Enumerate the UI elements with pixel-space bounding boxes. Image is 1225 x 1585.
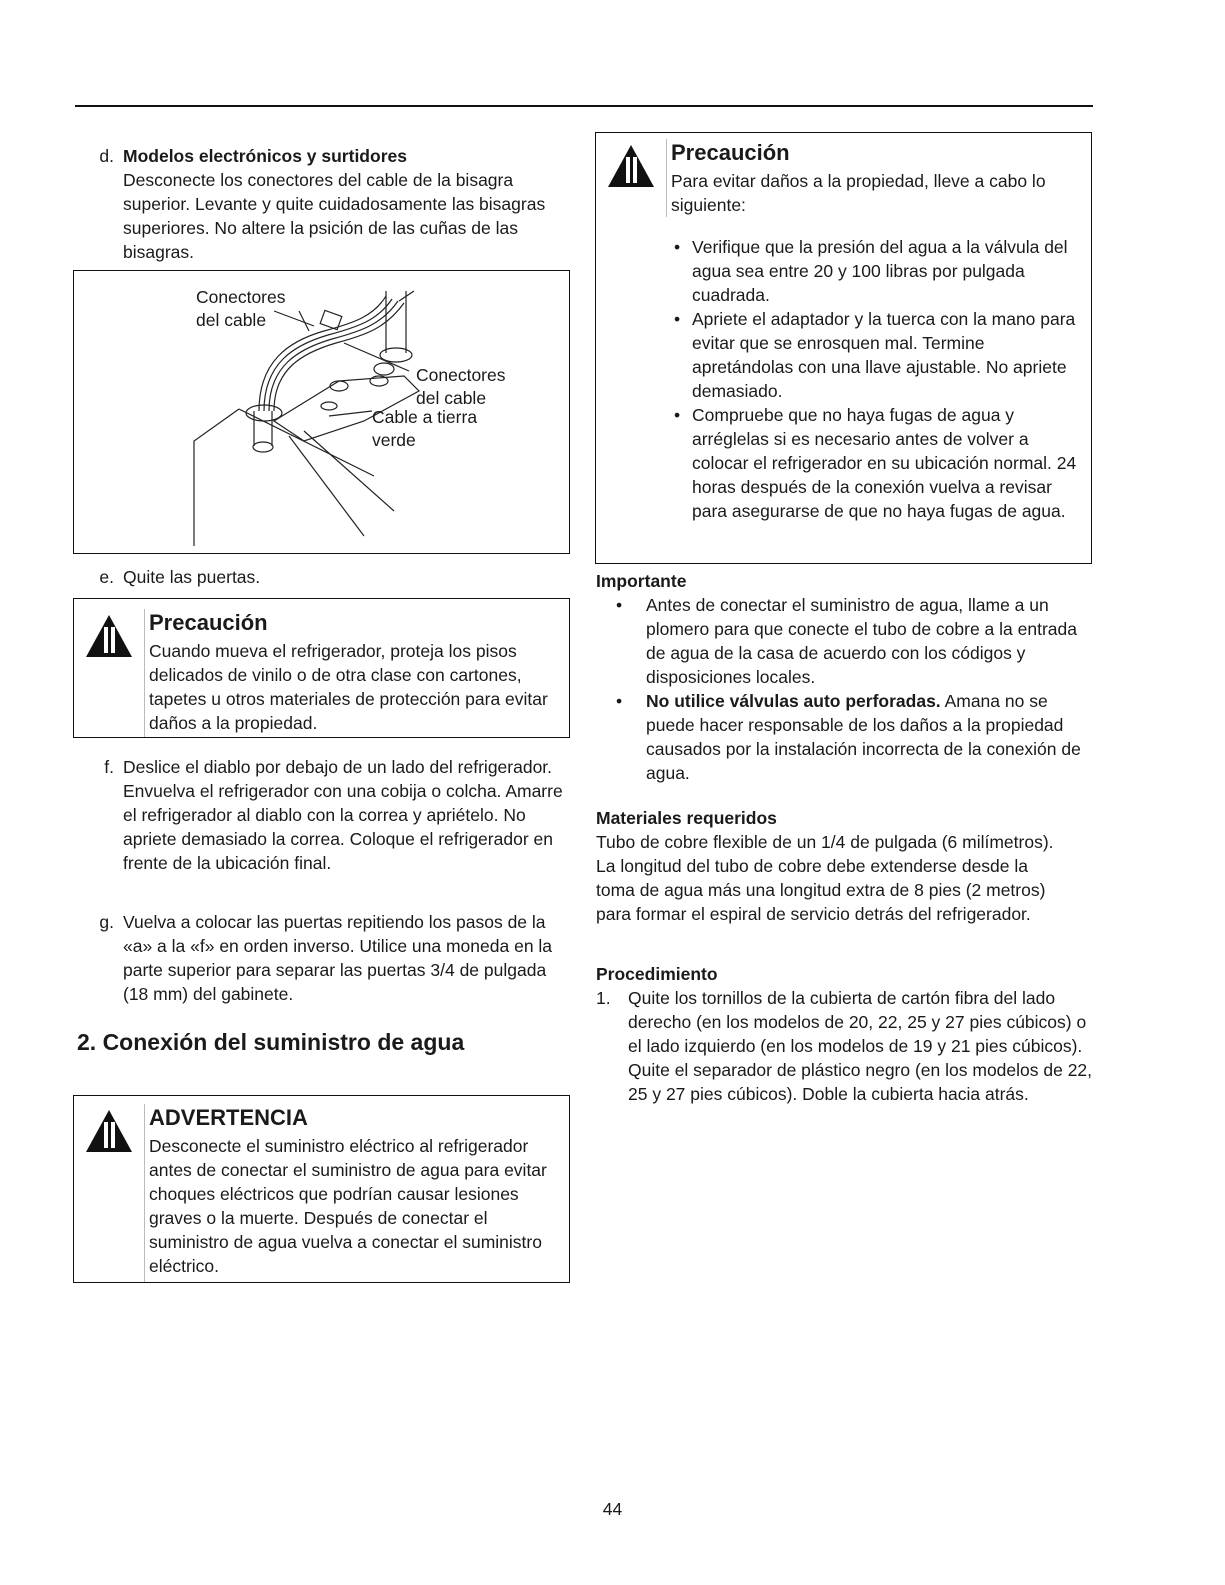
hinge-illustration — [74, 271, 568, 552]
warning-body: Desconecte el suministro eléctrico al refrigerador antes de conectar el suministro de agua para evitar choques eléctricos que podrían causar lesiones graves o la muerte. Después de conectar el suministro de agua vuelva a conectar el suministro eléctrico. — [149, 1136, 547, 1276]
step-d-marker: d. — [99, 146, 114, 166]
step-f-marker: f. — [104, 757, 114, 777]
figure-label-1b: del cable — [196, 310, 267, 330]
caution-2-bullet: • Apriete el adaptador y la tuerca con la mano para evitar que se enrosquen mal. Termine apretándolas con una llave ajustable. No apriete demasiado. — [674, 309, 1076, 401]
figure-label-2a: Conectores — [416, 365, 506, 385]
step-g-text: Vuelva a colocar las puertas repitiendo los pasos de la «a» a la «f» en orden inverso. Utilice una moneda en la parte superior para separar las puertas 3/4 de pulgada (18 mm) del gabinete. — [123, 912, 553, 1004]
figure-label-3b: verde — [372, 430, 416, 450]
section-heading: 2. Conexión del suministro de agua — [77, 1029, 465, 1055]
procedimiento-marker: 1. — [596, 988, 611, 1008]
warning-triangle-icon — [606, 143, 656, 189]
warning-triangle-icon — [84, 613, 134, 659]
figure-label-2b: del cable — [416, 388, 487, 408]
procedimiento-step — [596, 986, 1094, 1106]
procedimiento-heading: Procedimiento — [596, 964, 718, 984]
figure-label-3a: Cable a tierra — [372, 407, 478, 427]
warning-triangle-icon — [84, 1108, 134, 1154]
step-g — [95, 910, 575, 1006]
caution-2-title: Precaución — [671, 140, 790, 165]
materiales-heading: Materiales requeridos — [596, 808, 777, 828]
caution-1-title: Precaución — [149, 610, 268, 635]
caution-2-bullet: • Compruebe que no haya fugas de agua y arréglelas si es necesario antes de volver a colocar el refrigerador en su ubicación normal. 24 horas después de la conexión vuelva a revisar para asegurarse de que no haya fugas de agua. — [674, 405, 1077, 521]
materiales-body: Tubo de cobre flexible de un 1/4 de pulgada (6 milímetros). La longitud del tubo de cobre debe extenderse desde la toma de agua más una longitud extra de 8 pies (2 metros) para formar el espiral de servicio detrás del refrigerador. — [596, 832, 1054, 924]
hinge-figure — [73, 270, 570, 554]
caution-2-bullet: • Verifique que la presión del agua a la válvula del agua sea entre 20 y 100 libras por pulgada cuadrada. — [674, 237, 1068, 305]
warning-box — [73, 1095, 570, 1283]
caution-box-1 — [73, 598, 570, 738]
caution-1-body: Cuando mueva el refrigerador, proteja los pisos delicados de vinilo o de otra clase con cartones, tapetes u otros materiales de protección para evitar daños a la propiedad. — [149, 641, 548, 733]
importante-bullet: • No utilice válvulas auto perforadas. Amana no se puede hacer responsable de los daños a la propiedad causados por la instalación incorrecta de la conexión de agua. — [616, 691, 1081, 783]
step-d-title: Modelos electrónicos y surtidores — [123, 146, 407, 166]
importante-bullet: • Antes de conectar el suministro de agua, llame a un plomero para que conecte el tubo de cobre a la entrada de agua de la casa de acuerdo con los códigos y disposiciones locales. — [616, 595, 1077, 687]
warning-title: ADVERTENCIA — [149, 1105, 308, 1130]
page-number: 44 — [602, 1499, 623, 1519]
figure-label-1a: Conectores — [196, 287, 286, 307]
procedimiento-text: Quite los tornillos de la cubierta de cartón fibra del lado derecho (en los modelos de 20, 22, 25 y 27 pies cúbicos) o el lado izquierdo (en los modelos de 19 y 21 pies cúbicos). Quite el separador de plástico negro (en los modelos de 22, 25 y 27 pies cúbicos). Doble la cubierta hacia atrás. — [628, 988, 1093, 1104]
caution-box-2 — [595, 132, 1092, 564]
caution-2-intro: Para evitar daños a la propiedad, lleve a cabo lo siguiente: — [671, 171, 1046, 215]
step-d — [95, 144, 575, 264]
step-g-marker: g. — [99, 912, 114, 932]
importante-list — [616, 593, 1094, 785]
importante-heading: Importante — [596, 571, 687, 591]
step-e-text: Quite las puertas. — [123, 567, 261, 587]
step-e — [95, 565, 575, 589]
step-e-marker: e. — [99, 567, 114, 587]
header-rule — [75, 105, 1093, 107]
importante-bold: No utilice válvulas auto perforadas. — [646, 691, 941, 711]
step-d-body: Desconecte los conectores del cable de la bisagra superior. Levante y quite cuidadosamente las bisagras superiores. No altere la psición de las cuñas de las bisagras. — [123, 170, 546, 262]
step-f — [95, 755, 575, 875]
step-f-text: Deslice el diablo por debajo de un lado del refrigerador. Envuelva el refrigerador con una cobija o colcha. Amarre el refrigerador al diablo con la correa y apriételo. No apriete demasiado la correa. Coloque el refrigerador en frente de la ubicación final. — [123, 757, 563, 873]
